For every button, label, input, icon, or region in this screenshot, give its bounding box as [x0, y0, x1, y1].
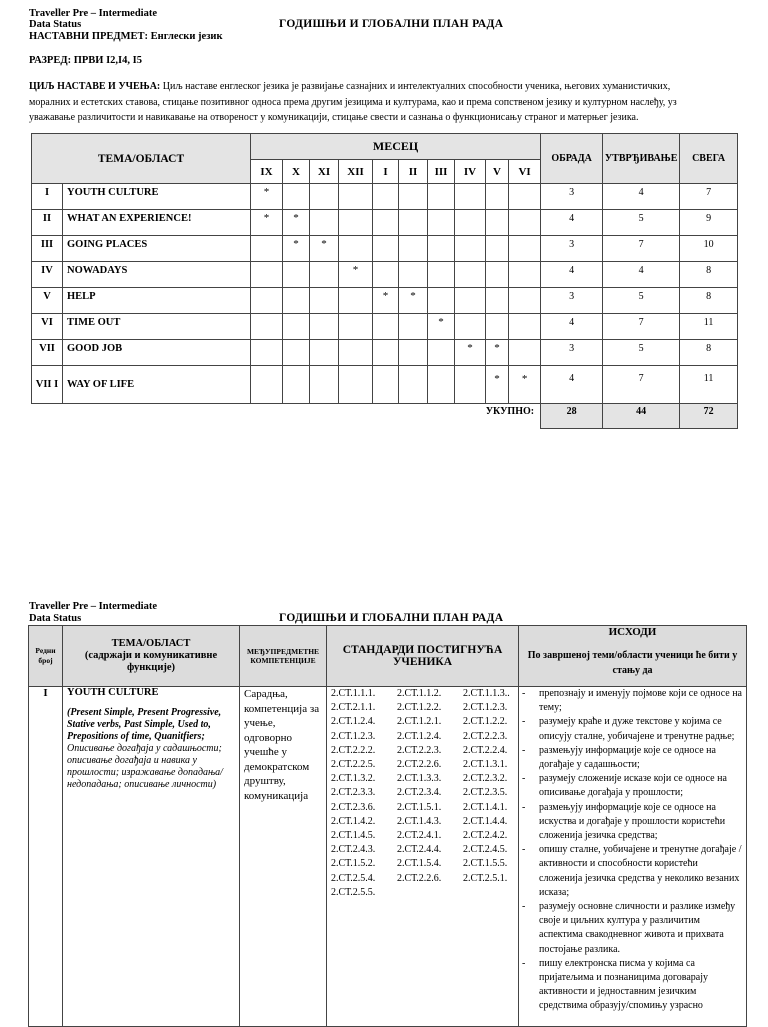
row-review: 5: [603, 340, 680, 366]
month-mark: *: [283, 236, 310, 262]
month-cell: [399, 236, 428, 262]
outcome-item: - размењују информације које се односе на искуства и догађаје у прошлости користећи сложенија језичка средства;: [519, 801, 742, 844]
month-header: VI: [509, 160, 541, 184]
goal-paragraph: [29, 79, 749, 126]
standard-code: 2.СТ.1.2.4.: [331, 716, 376, 728]
month-header: V: [486, 160, 509, 184]
month-mark: *: [428, 314, 455, 340]
month-cell: [399, 262, 428, 288]
month-cell: [486, 288, 509, 314]
month-cell: [428, 288, 455, 314]
month-cell: [428, 184, 455, 210]
month-mark: *: [486, 366, 509, 404]
total-label: УКУПНО:: [485, 406, 535, 417]
row-topic: HELP: [63, 288, 251, 314]
month-mark: *: [509, 366, 541, 404]
row-processing: 4: [541, 210, 603, 236]
month-mark: *: [373, 288, 399, 314]
header-book: Traveller Pre – Intermediate: [29, 8, 157, 19]
month-cell: [509, 314, 541, 340]
outcome-item: - разумеју сложеније исказе који се односе на описивање догађаја у прошлости;: [519, 772, 742, 800]
month-cell: [509, 340, 541, 366]
month-cell: [283, 288, 310, 314]
month-cell: [399, 366, 428, 404]
month-cell: [373, 314, 399, 340]
standard-code: 2.СТ.2.5.4.: [331, 872, 376, 884]
col-topic-header: ТЕМА/ОБЛАСТ: [32, 134, 251, 184]
month-cell: [428, 340, 455, 366]
row-total: 7: [680, 184, 738, 210]
month-cell: [339, 314, 373, 340]
header-subject: НАСТАВНИ ПРЕДМЕТ: Енглески језик: [29, 31, 223, 42]
header-publisher: Data Status: [29, 19, 82, 30]
standard-code: 2.СТ.1.1.2.: [397, 688, 442, 699]
standard-code: 2.СТ.1.4.4.: [463, 815, 508, 827]
row-standards-cell: [327, 687, 519, 1027]
table-row: [32, 340, 738, 366]
goal-text-2: моралних и естетских ставова, стицање позитивног односа према другим језицима и културама, као и према сопственом језику и културном наслеђу, уз: [29, 96, 677, 108]
standard-code: 2.СТ.1.2.2.: [397, 702, 442, 714]
month-cell: [251, 262, 283, 288]
row-topic: TIME OUT: [63, 314, 251, 340]
month-cell: [373, 262, 399, 288]
row-processing: 3: [541, 236, 603, 262]
row-number: VI: [32, 314, 63, 340]
month-mark: *: [251, 210, 283, 236]
standard-code: 2.СТ.1.2.3.: [331, 730, 376, 742]
row-processing: 3: [541, 340, 603, 366]
standard-code: 2.СТ.1.4.3.: [397, 815, 442, 827]
total-sum: 72: [680, 404, 738, 429]
row-total: 11: [680, 314, 738, 340]
outcome-item: - разумеју основне сличности и разлике између своје и циљних култура у различитим аспектима свакодневног живота и прихвата постојање разлика.: [519, 900, 742, 957]
month-mark: *: [283, 210, 310, 236]
row-total: 8: [680, 340, 738, 366]
row-topic-cell: [63, 687, 240, 1027]
month-cell: [283, 262, 310, 288]
month-cell: [310, 340, 339, 366]
outcome-item: - размењују информације које се односе на догађаје у садашњости;: [519, 744, 742, 772]
table-row: [32, 262, 738, 288]
month-cell: [339, 366, 373, 404]
row-competences: Сарадња, компетенција за учење, одговорно учешће у демократском друштву, комуникација: [240, 687, 327, 1027]
month-cell: [455, 366, 486, 404]
row-review: 4: [603, 262, 680, 288]
table-row: [32, 184, 738, 210]
month-cell: [283, 340, 310, 366]
standard-code: 2.СТ.2.2.4.: [463, 744, 508, 756]
col-topic-header-2: [63, 626, 240, 687]
month-cell: [486, 184, 509, 210]
standard-code: 2.СТ.1.4.2.: [331, 815, 376, 827]
month-mark: *: [486, 340, 509, 366]
standard-code: 2.СТ.2.4.3.: [331, 844, 376, 856]
row-processing: 4: [541, 262, 603, 288]
row-total: 8: [680, 262, 738, 288]
month-mark: *: [399, 288, 428, 314]
month-cell: [399, 184, 428, 210]
col-topic-header-2-line1: ТЕМА/ОБЛАСТ: [111, 638, 191, 649]
row-review: 5: [603, 210, 680, 236]
row-topic: WAY OF LIFE: [63, 366, 251, 404]
standards-grid: [327, 687, 518, 900]
month-cell: [455, 236, 486, 262]
row-review: 7: [603, 236, 680, 262]
row-num: I: [29, 687, 63, 1027]
table-row: [32, 288, 738, 314]
month-mark: *: [251, 184, 283, 210]
month-mark: *: [455, 340, 486, 366]
month-header: IX: [251, 160, 283, 184]
row-number: III: [32, 236, 63, 262]
standard-code: 2.СТ.2.2.2.: [331, 744, 376, 756]
month-cell: [455, 184, 486, 210]
table-row: [32, 314, 738, 340]
month-cell: [339, 288, 373, 314]
col-review-header: УТВРЂИВАЊЕ: [603, 134, 680, 184]
col-outcomes-title: ИСХОДИ: [608, 626, 657, 638]
month-cell: [399, 340, 428, 366]
standard-code: 2.СТ.1.1.1.: [331, 688, 376, 699]
month-cell: [399, 314, 428, 340]
month-cell: [339, 340, 373, 366]
row-review: 5: [603, 288, 680, 314]
standard-code: 2.СТ.2.4.2.: [463, 830, 508, 842]
row-number: II: [32, 210, 63, 236]
standard-code: 2.СТ.1.1.3..: [463, 688, 510, 699]
month-cell: [509, 184, 541, 210]
annual-plan-table: [31, 133, 738, 429]
standard-code: 2.СТ.2.5.1.: [463, 872, 508, 884]
month-cell: [310, 184, 339, 210]
row-grammar: (Present Simple, Present Progressive, Stative verbs, Past Simple, Used to, Prepositions of time, Quanitfiers;: [67, 707, 222, 742]
total-review: 44: [603, 404, 680, 429]
standard-code: 2.СТ.1.3.2.: [331, 773, 376, 785]
month-mark: *: [310, 236, 339, 262]
standard-code: 2.СТ.1.3.3.: [397, 773, 442, 785]
row-number: V: [32, 288, 63, 314]
standard-code: 2.СТ.2.3.6.: [331, 801, 376, 813]
month-mark: *: [339, 262, 373, 288]
month-cell: [373, 210, 399, 236]
standard-code: 2.СТ.1.5.5.: [463, 858, 508, 870]
standard-code: 2.СТ.1.2.4.: [397, 730, 442, 742]
table-row: [32, 236, 738, 262]
row-review: 4: [603, 184, 680, 210]
month-cell: [509, 236, 541, 262]
month-cell: [428, 236, 455, 262]
month-cell: [486, 236, 509, 262]
row-number: I: [32, 184, 63, 210]
month-cell: [399, 210, 428, 236]
outcome-item: - разумеју краће и дуже текстове у којима се описују сталне, уобичајене и тренутне радње;: [519, 715, 742, 743]
outcomes-list: [519, 687, 742, 1014]
row-processing: 4: [541, 314, 603, 340]
month-cell: [428, 366, 455, 404]
standard-code: 2.СТ.1.5.2.: [331, 858, 376, 870]
month-cell: [310, 288, 339, 314]
standard-code: 2.СТ.1.4.5.: [331, 830, 376, 842]
header-book-2: Traveller Pre – Intermediate: [29, 601, 157, 612]
month-cell: [310, 262, 339, 288]
row-topic: NOWADAYS: [63, 262, 251, 288]
standard-code: 2.СТ.2.2.3.: [397, 744, 442, 756]
row-review: 7: [603, 366, 680, 404]
row-topic: YOUTH CULTURE: [67, 687, 159, 698]
row-number: IV: [32, 262, 63, 288]
month-cell: [310, 210, 339, 236]
month-cell: [509, 262, 541, 288]
standard-code: 2.СТ.2.3.4.: [397, 787, 442, 799]
month-cell: [339, 184, 373, 210]
month-cell: [251, 236, 283, 262]
row-processing: 3: [541, 288, 603, 314]
standard-code: 2.СТ.2.3.5.: [463, 787, 508, 799]
standard-code: 2.СТ.2.2.3.: [463, 730, 508, 742]
col-processing-header: ОБРАДА: [541, 134, 603, 184]
goal-text-3: уважавање различитости и навикавање на отвореност у комуникацији, стицање свести и сазнања о функционисању страног и матерњег језика.: [29, 112, 639, 123]
col-month-header: МЕСЕЦ: [251, 134, 541, 160]
month-cell: [486, 314, 509, 340]
month-cell: [251, 340, 283, 366]
month-cell: [310, 366, 339, 404]
month-cell: [373, 340, 399, 366]
month-cell: [283, 184, 310, 210]
table-row: [29, 687, 747, 1027]
row-processing: 4: [541, 366, 603, 404]
goal-label: ЦИЉ НАСТАВЕ И УЧЕЊА:: [29, 81, 161, 92]
row-topic: YOUTH CULTURE: [63, 184, 251, 210]
col-topic-header-2-line2: (садржаји и комуникативне функције): [84, 650, 218, 673]
month-cell: [251, 288, 283, 314]
standard-code: 2.СТ.2.2.5.: [331, 759, 376, 771]
page-title-2: ГОДИШЊИ И ГЛОБАЛНИ ПЛАН РАДА: [279, 612, 504, 624]
row-processing: 3: [541, 184, 603, 210]
standard-code: 2.СТ.2.3.2.: [463, 773, 508, 785]
month-cell: [428, 210, 455, 236]
standard-code: 2.СТ.1.2.1.: [397, 716, 442, 728]
month-header: XI: [310, 160, 339, 184]
month-header: X: [283, 160, 310, 184]
month-cell: [373, 184, 399, 210]
standard-code: 2.СТ.2.4.1.: [397, 830, 442, 842]
month-cell: [251, 314, 283, 340]
standard-code: 2.СТ.1.5.1.: [397, 801, 442, 813]
row-topic: GOOD JOB: [63, 340, 251, 366]
month-header: XII: [339, 160, 373, 184]
standard-code: 2.СТ.2.4.4.: [397, 844, 442, 856]
month-header: I: [373, 160, 399, 184]
month-cell: [373, 236, 399, 262]
month-cell: [283, 314, 310, 340]
col-total-header: СВЕГА: [680, 134, 738, 184]
col-outcomes-sub: По завршеној теми/области ученици ће бити у стању да: [527, 650, 738, 676]
standard-code: 2.СТ.1.3.1.: [463, 759, 508, 771]
month-cell: [455, 288, 486, 314]
standard-code: 2.СТ.1.2.2.: [463, 716, 508, 728]
row-topic: WHAT AN EXPERIENCE!: [63, 210, 251, 236]
month-cell: [373, 366, 399, 404]
month-header: III: [428, 160, 455, 184]
total-processing: 28: [541, 404, 603, 429]
month-cell: [486, 262, 509, 288]
standard-code: 2.СТ.2.4.5.: [463, 844, 508, 856]
month-cell: [486, 210, 509, 236]
month-cell: [455, 314, 486, 340]
standard-code: 2.СТ.1.2.3.: [463, 702, 508, 714]
row-total: 10: [680, 236, 738, 262]
month-cell: [339, 236, 373, 262]
col-outcomes-header: [519, 626, 747, 687]
standard-code: 2.СТ.1.4.1.: [463, 801, 508, 813]
col-num-header: Редни број: [29, 626, 63, 687]
header-publisher-2: Data Status: [29, 613, 82, 624]
standard-code: 2.СТ.2.3.3.: [331, 787, 376, 799]
outcome-item: - пишу електронска писма у којима са пријатељима и познаницима договарају активности и једноставним језичким средствима образују/спомињу узрасно: [519, 957, 742, 1014]
outcome-item: - препознају и именују појмове који се односе на тему;: [519, 687, 742, 715]
month-cell: [251, 366, 283, 404]
standard-code: 2.СТ.1.5.4.: [397, 858, 442, 870]
standard-code: 2.СТ.2.2.6.: [397, 759, 442, 771]
month-cell: [310, 314, 339, 340]
col-competences-header: МЕЂУПРЕДМЕТНЕ КОМПЕТЕНЦИЈЕ: [240, 626, 327, 687]
month-header: II: [399, 160, 428, 184]
month-cell: [283, 366, 310, 404]
month-header: IV: [455, 160, 486, 184]
standard-code: 2.СТ.2.1.1.: [331, 702, 376, 714]
row-review: 7: [603, 314, 680, 340]
standard-code: 2.СТ.2.2.6.: [397, 872, 442, 884]
row-number: VII I: [32, 366, 63, 404]
table-row: [32, 210, 738, 236]
month-cell: [428, 262, 455, 288]
detailed-plan-table: [28, 625, 747, 1027]
row-functions: Описивање догађаја у садашњости; описивање догађаја и навика у прошлости; изражавање допадања/ недопадања; описивање личности): [67, 743, 223, 790]
row-total: 9: [680, 210, 738, 236]
month-cell: [455, 210, 486, 236]
month-cell: [339, 210, 373, 236]
grade-line: РАЗРЕД: ПРВИ I2,I4, I5: [29, 55, 142, 66]
table-row: [32, 366, 738, 404]
standard-code: 2.СТ.2.5.5.: [331, 886, 376, 898]
goal-text-1: Циљ наставе енглеског језика је развијање сазнајних и интелектуалних способности ученика, његових хуманистичких,: [162, 81, 671, 92]
row-total: 8: [680, 288, 738, 314]
row-number: VII: [32, 340, 63, 366]
outcome-item: - опишу сталне, уобичајене и тренутне догађаје / активности и способности користећи сложенија језичка средства у неколико везаних исказа;: [519, 843, 742, 900]
row-total: 11: [680, 366, 738, 404]
col-standards-header: СТАНДАРДИ ПОСТИГНУЋА УЧЕНИКА: [327, 626, 519, 687]
row-outcomes-cell: [519, 687, 747, 1027]
page-title: ГОДИШЊИ И ГЛОБАЛНИ ПЛАН РАДА: [279, 18, 504, 30]
row-topic: GOING PLACES: [63, 236, 251, 262]
month-cell: [509, 288, 541, 314]
month-cell: [509, 210, 541, 236]
month-cell: [455, 262, 486, 288]
